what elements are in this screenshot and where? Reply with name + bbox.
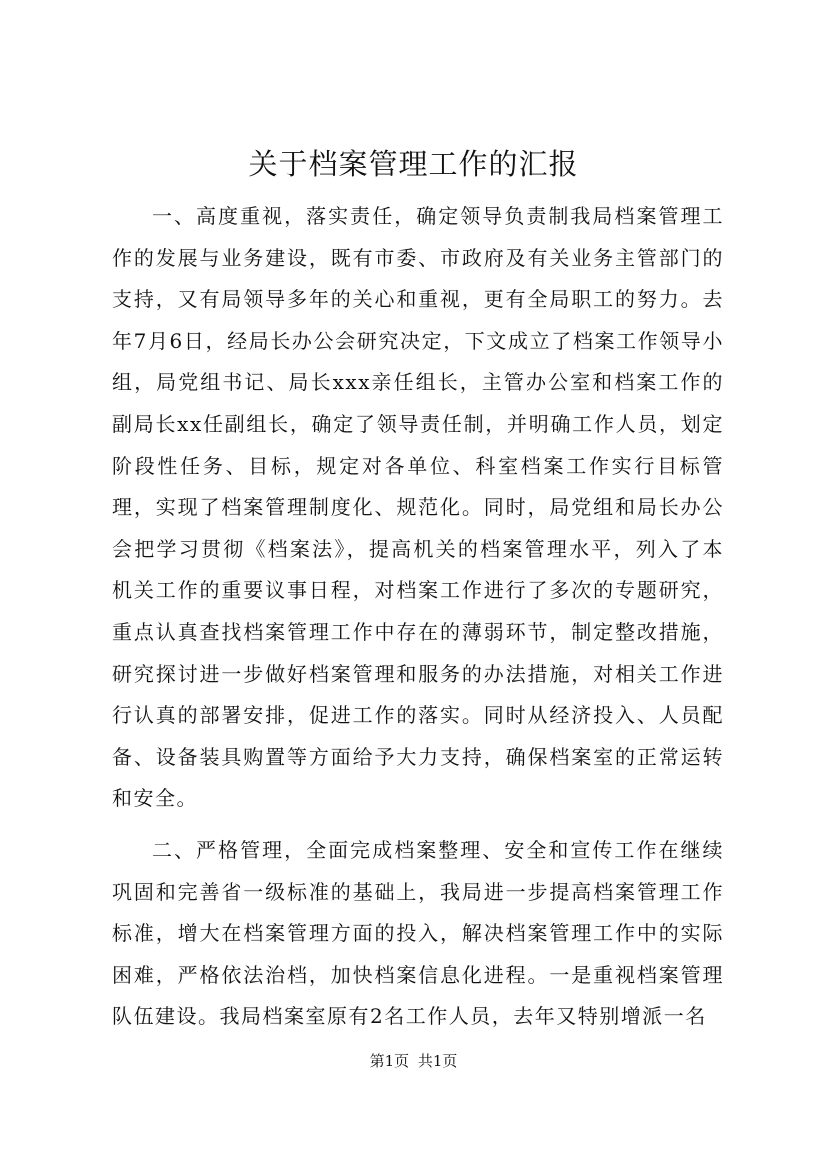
page-number: 第1页	[369, 1052, 410, 1070]
document-body	[112, 196, 724, 1038]
document-title: 关于档案管理工作的汇报	[248, 147, 579, 181]
page-total: 共1页	[417, 1052, 458, 1070]
page-footer	[0, 1051, 827, 1071]
paragraph-2: 二、严格管理，全面完成档案整理、安全和宣传工作在继续巩固和完善省一级标准的基础上，我局进一步提高档案管理工作标准，增大在档案管理方面的投入，解决档案管理工作中的实际困难，严格依法治档，加快档案信息化进程。一是重视档案管理队伍建设。我局档案室原有2名工作人员，去年又特别增派一名	[112, 837, 724, 1029]
paragraph-1: 一、高度重视，落实责任，确定领导负责制我局档案管理工作的发展与业务建设，既有市委、市政府及有关业务主管部门的支持，又有局领导多年的关心和重视，更有全局职工的努力。去年7月6日，经局长办公会研究决定，下文成立了档案工作领导小组，局党组书记、局长xxx亲任组长，主管办公室和档案工作的副局长xx任副组长，确定了领导责任制，并明确工作人员，划定阶段性任务、目标，规定对各单位、科室档案工作实行目标管理，实现了档案管理制度化、规范化。同时，局党组和局长办公会把学习贯彻《档案法》，提高机关的档案管理水平，列入了本机关工作的重要议事日程，对档案工作进行了多次的专题研究，重点认真查找档案管理工作中存在的薄弱环节，制定整改措施，研究探讨进一步做好档案管理和服务的办法措施，对相关工作进行认真的部署安排，促进工作的落实。同时从经济投入、人员配备、设备装具购置等方面给予大力支持，确保档案室的正常运转和安全。	[112, 204, 724, 811]
